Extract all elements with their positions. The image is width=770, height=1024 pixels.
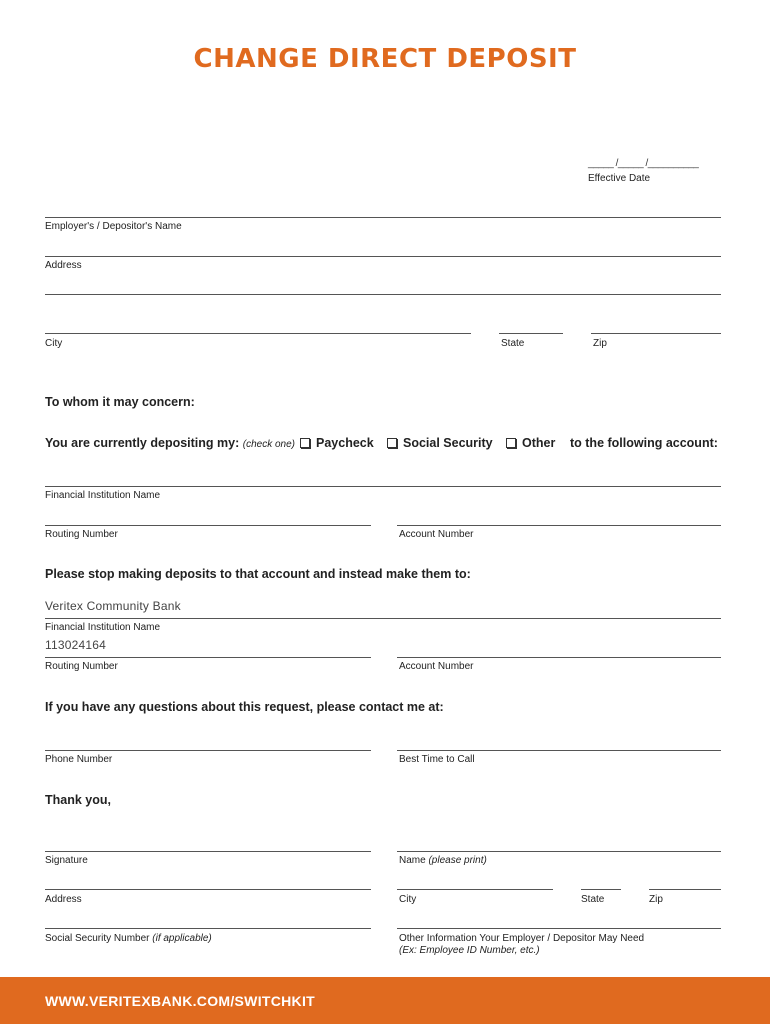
signature-label: Signature: [45, 855, 88, 866]
new-account-label: Account Number: [399, 661, 474, 672]
check-one-hint: (check one): [242, 439, 295, 450]
sig-city-field[interactable]: [397, 889, 553, 890]
employer-name-field[interactable]: [45, 217, 721, 218]
name-hint: (please print): [428, 855, 487, 866]
page-title: CHANGE DIRECT DEPOSIT: [193, 44, 577, 74]
paycheck-checkbox[interactable]: [300, 436, 374, 450]
checkbox-icon: [506, 438, 516, 448]
new-fi-name-value[interactable]: Veritex Community Bank: [45, 599, 181, 613]
ssn-field[interactable]: [45, 928, 371, 929]
following-account-text: to the following account:: [570, 436, 718, 450]
city-field[interactable]: [45, 333, 471, 334]
other-info-field[interactable]: [397, 928, 721, 929]
old-fi-name-field[interactable]: [45, 486, 721, 487]
old-routing-label: Routing Number: [45, 529, 118, 540]
sig-state-field[interactable]: [581, 889, 621, 890]
state-field[interactable]: [499, 333, 563, 334]
phone-label: Phone Number: [45, 754, 113, 765]
ssn-label-text: Social Security Number: [45, 933, 150, 944]
old-routing-field[interactable]: [45, 525, 371, 526]
social-security-label: Social Security: [403, 436, 493, 450]
new-routing-label: Routing Number: [45, 661, 118, 672]
name-label-text: Name: [399, 855, 426, 866]
phone-field[interactable]: [45, 750, 371, 751]
new-fi-name-field: [45, 618, 721, 619]
effective-date-field[interactable]: _____ /_____ /__________: [588, 158, 699, 169]
city-label: City: [45, 338, 63, 349]
print-name-label: [399, 855, 487, 866]
new-routing-field: [45, 657, 371, 658]
print-name-field[interactable]: [397, 851, 721, 852]
old-account-label: Account Number: [399, 529, 474, 540]
paycheck-label: Paycheck: [316, 436, 374, 450]
effective-date-label: Effective Date: [588, 173, 651, 184]
thank-you-text: Thank you,: [45, 793, 111, 807]
ssn-label: [45, 933, 212, 944]
questions-text: If you have any questions about this request, please contact me at:: [45, 700, 444, 714]
address-line-2-field[interactable]: [45, 294, 721, 295]
address-label: Address: [45, 260, 82, 271]
signature-field[interactable]: [45, 851, 371, 852]
depositing-text: [45, 436, 295, 450]
footer-link[interactable]: WWW.VERITEXBANK.COM/SWITCHKIT: [45, 993, 316, 1009]
sig-address-label: Address: [45, 894, 82, 905]
other-checkbox[interactable]: [506, 436, 555, 450]
other-info-hint: [399, 945, 540, 956]
salutation: To whom it may concern:: [45, 395, 195, 409]
other-info-label: Other Information Your Employer / Depositor May Need: [399, 933, 645, 944]
best-time-field[interactable]: [397, 750, 721, 751]
social-security-checkbox[interactable]: [387, 436, 493, 450]
sig-city-label: City: [399, 894, 417, 905]
zip-label: Zip: [593, 338, 607, 349]
sig-zip-label: Zip: [649, 894, 663, 905]
state-label: State: [501, 338, 525, 349]
checkbox-icon: [300, 438, 310, 448]
best-time-label: Best Time to Call: [399, 754, 475, 765]
ssn-hint: (if applicable): [152, 933, 212, 944]
new-account-field[interactable]: [397, 657, 721, 658]
old-fi-name-label: Financial Institution Name: [45, 490, 161, 501]
new-routing-value[interactable]: 113024164: [45, 638, 106, 652]
sig-state-label: State: [581, 894, 605, 905]
other-label: Other: [522, 436, 556, 450]
other-info-hint-text: (Ex: Employee ID Number, etc.): [399, 945, 540, 956]
new-fi-name-label: Financial Institution Name: [45, 622, 161, 633]
depositing-lead: You are currently depositing my:: [45, 436, 240, 450]
stop-deposits-text: Please stop making deposits to that account and instead make them to:: [45, 567, 471, 581]
zip-field[interactable]: [591, 333, 721, 334]
employer-name-label: Employer's / Depositor's Name: [45, 221, 182, 232]
old-account-field[interactable]: [397, 525, 721, 526]
sig-zip-field[interactable]: [649, 889, 721, 890]
checkbox-icon: [387, 438, 397, 448]
address-field[interactable]: [45, 256, 721, 257]
sig-address-field[interactable]: [45, 889, 371, 890]
footer-bar: [0, 977, 770, 1024]
